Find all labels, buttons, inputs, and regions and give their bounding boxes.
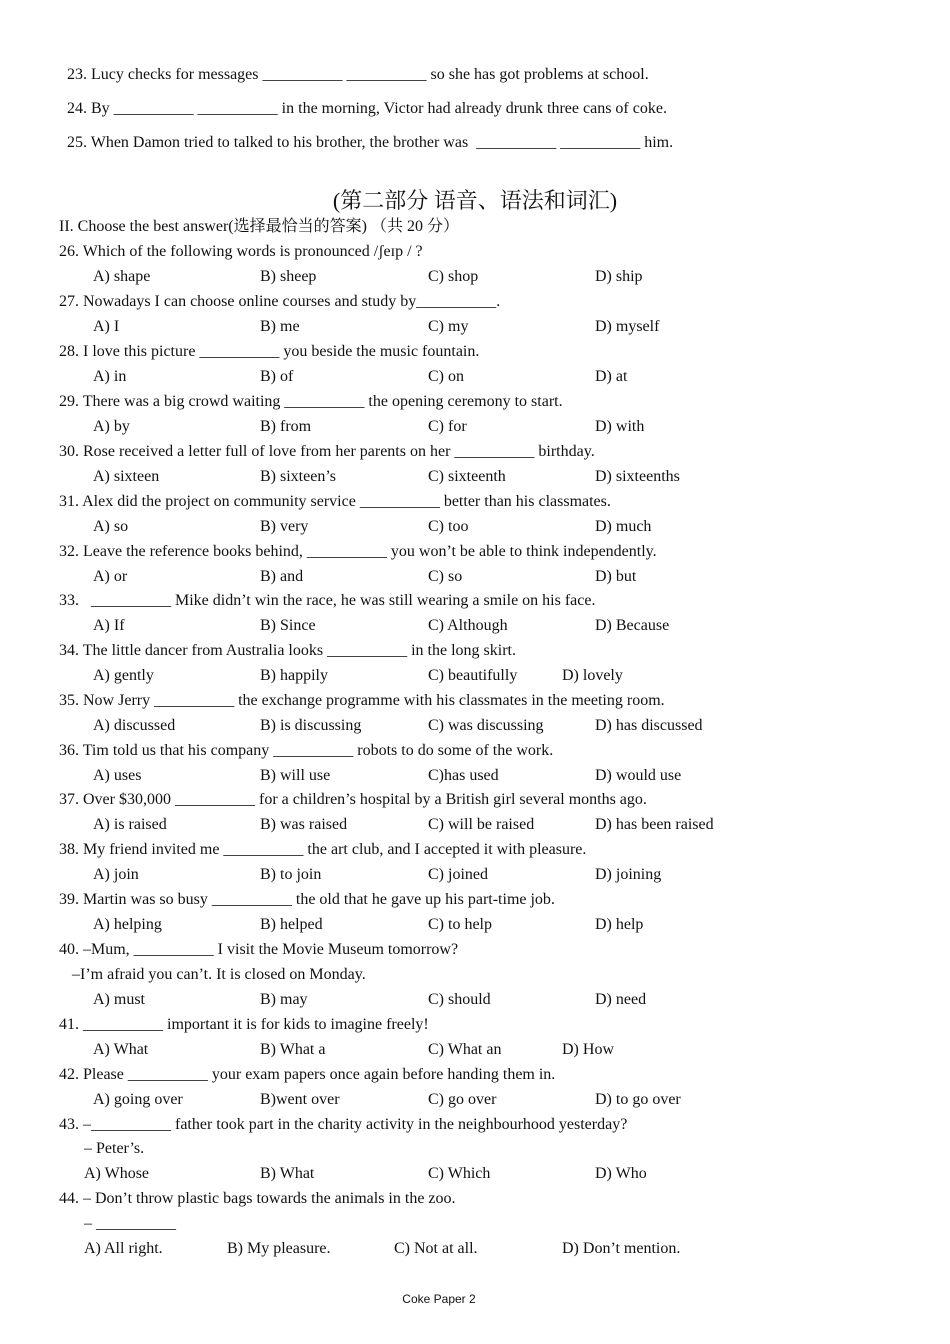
option-35-a: A) discussed	[93, 717, 176, 734]
option-37-a: A) is raised	[93, 816, 167, 833]
option-42-d: D) to go over	[595, 1091, 681, 1108]
option-39-a: A) helping	[93, 916, 162, 933]
option-27-c: C) my	[428, 318, 469, 335]
option-36-a: A) uses	[93, 767, 142, 784]
question-33: 33. __________ Mike didn’t win the race, he was still wearing a smile on his face.	[59, 592, 596, 609]
question-36: 36. Tim told us that his company __________ robots to do some of the work.	[59, 742, 554, 759]
option-36-d: D) would use	[595, 767, 682, 784]
option-32-b: B) and	[260, 568, 304, 585]
option-34-d: D) lovely	[562, 667, 623, 684]
option-29-d: D) with	[595, 418, 645, 435]
option-27-a: A) I	[93, 318, 120, 335]
option-44-c: C) Not at all.	[394, 1240, 478, 1257]
question-30: 30. Rose received a letter full of love from her parents on her __________ birthday.	[59, 443, 595, 460]
question-31: 31. Alex did the project on community service __________ better than his classmates.	[59, 493, 611, 510]
question-39: 39. Martin was so busy __________ the old that he gave up his part-time job.	[59, 891, 555, 908]
option-43-d: D) Who	[595, 1165, 647, 1182]
option-41-a: A) What	[93, 1041, 149, 1058]
section-title: (第二部分 语音、语法和词汇)	[332, 188, 618, 213]
option-26-b: B) sheep	[260, 268, 317, 285]
option-29-a: A) by	[93, 418, 130, 435]
page-footer: Coke Paper 2	[402, 1292, 476, 1306]
option-41-c: C) What an	[428, 1041, 502, 1058]
question-29: 29. There was a big crowd waiting __________ the opening ceremony to start.	[59, 393, 563, 410]
question-37: 37. Over $30,000 __________ for a children’s hospital by a British girl several months ago.	[59, 791, 647, 808]
option-39-b: B) helped	[260, 916, 323, 933]
option-41-d: D) How	[562, 1041, 614, 1058]
question-26: 26. Which of the following words is pronounced /ʃeɪp / ?	[59, 243, 423, 260]
option-38-b: B) to join	[260, 866, 322, 883]
option-26-d: D) ship	[595, 268, 643, 285]
option-27-b: B) me	[260, 318, 300, 335]
option-44-d: D) Don’t mention.	[562, 1240, 681, 1257]
option-36-c: C)has used	[428, 767, 499, 784]
option-30-d: D) sixteenths	[595, 468, 680, 485]
fill-item-23: 23. Lucy checks for messages __________ __________ so she has got problems at school.	[67, 66, 649, 83]
option-34-c: C) beautifully	[428, 667, 518, 684]
option-33-b: B) Since	[260, 617, 316, 634]
question-40: 40. –Mum, __________ I visit the Movie Museum tomorrow?	[59, 941, 459, 958]
question-28: 28. I love this picture __________ you beside the music fountain.	[59, 343, 480, 360]
option-41-b: B) What a	[260, 1041, 326, 1058]
question-35: 35. Now Jerry __________ the exchange programme with his classmates in the meeting room.	[59, 692, 665, 709]
option-26-a: A) shape	[93, 268, 151, 285]
question-41: 41. __________ important it is for kids to imagine freely!	[59, 1016, 429, 1033]
option-43-b: B) What	[260, 1165, 315, 1182]
option-28-a: A) in	[93, 368, 127, 385]
option-31-b: B) very	[260, 518, 309, 535]
option-29-b: B) from	[260, 418, 312, 435]
option-39-c: C) to help	[428, 916, 492, 933]
option-43-c: C) Which	[428, 1165, 491, 1182]
fill-item-24: 24. By __________ __________ in the morning, Victor had already drunk three cans of coke.	[67, 100, 667, 117]
option-33-a: A) If	[93, 617, 125, 634]
section-instruction: II. Choose the best answer(选择最恰当的答案) （共 20 分）	[59, 218, 459, 235]
option-35-c: C) was discussing	[428, 717, 544, 734]
option-30-c: C) sixteenth	[428, 468, 506, 485]
question-40-reply: –I’m afraid you can’t. It is closed on Monday.	[72, 966, 366, 983]
option-40-c: C) should	[428, 991, 491, 1008]
option-27-d: D) myself	[595, 318, 660, 335]
option-31-d: D) much	[595, 518, 652, 535]
option-31-a: A) so	[93, 518, 129, 535]
option-37-c: C) will be raised	[428, 816, 535, 833]
option-38-a: A) join	[93, 866, 139, 883]
option-38-c: C) joined	[428, 866, 488, 883]
option-31-c: C) too	[428, 518, 469, 535]
option-35-d: D) has discussed	[595, 717, 703, 734]
option-44-a: A) All right.	[84, 1240, 163, 1257]
option-35-b: B) is discussing	[260, 717, 362, 734]
option-28-d: D) at	[595, 368, 628, 385]
fill-item-25: 25. When Damon tried to talked to his brother, the brother was __________ __________ him.	[67, 134, 674, 151]
option-30-a: A) sixteen	[93, 468, 160, 485]
option-43-a: A) Whose	[84, 1165, 150, 1182]
option-33-c: C) Although	[428, 617, 508, 634]
option-39-d: D) help	[595, 916, 644, 933]
option-34-a: A) gently	[93, 667, 154, 684]
option-28-c: C) on	[428, 368, 464, 385]
option-44-b: B) My pleasure.	[227, 1240, 331, 1257]
option-30-b: B) sixteen’s	[260, 468, 336, 485]
question-38: 38. My friend invited me __________ the art club, and I accepted it with pleasure.	[59, 841, 587, 858]
question-43: 43. –__________ father took part in the charity activity in the neighbourhood yesterday?	[59, 1116, 628, 1133]
option-40-d: D) need	[595, 991, 647, 1008]
option-29-c: C) for	[428, 418, 467, 435]
option-42-c: C) go over	[428, 1091, 497, 1108]
option-40-a: A) must	[93, 991, 145, 1008]
option-28-b: B) of	[260, 368, 294, 385]
option-26-c: C) shop	[428, 268, 479, 285]
question-43-reply: – Peter’s.	[84, 1140, 145, 1157]
question-44: 44. – Don’t throw plastic bags towards the animals in the zoo.	[59, 1190, 456, 1207]
option-33-d: D) Because	[595, 617, 670, 634]
option-37-d: D) has been raised	[595, 816, 714, 833]
option-32-d: D) but	[595, 568, 637, 585]
question-34: 34. The little dancer from Australia looks __________ in the long skirt.	[59, 642, 516, 659]
option-40-b: B) may	[260, 991, 308, 1008]
option-32-a: A) or	[93, 568, 128, 585]
option-42-b: B)went over	[260, 1091, 340, 1108]
option-32-c: C) so	[428, 568, 463, 585]
option-42-a: A) going over	[93, 1091, 183, 1108]
question-44-reply: – __________	[84, 1215, 176, 1232]
option-36-b: B) will use	[260, 767, 331, 784]
option-37-b: B) was raised	[260, 816, 348, 833]
question-27: 27. Nowadays I can choose online courses and study by__________.	[59, 293, 501, 310]
question-42: 42. Please __________ your exam papers once again before handing them in.	[59, 1066, 556, 1083]
question-32: 32. Leave the reference books behind, __________ you won’t be able to think independently.	[59, 543, 657, 560]
option-38-d: D) joining	[595, 866, 662, 883]
option-34-b: B) happily	[260, 667, 328, 684]
